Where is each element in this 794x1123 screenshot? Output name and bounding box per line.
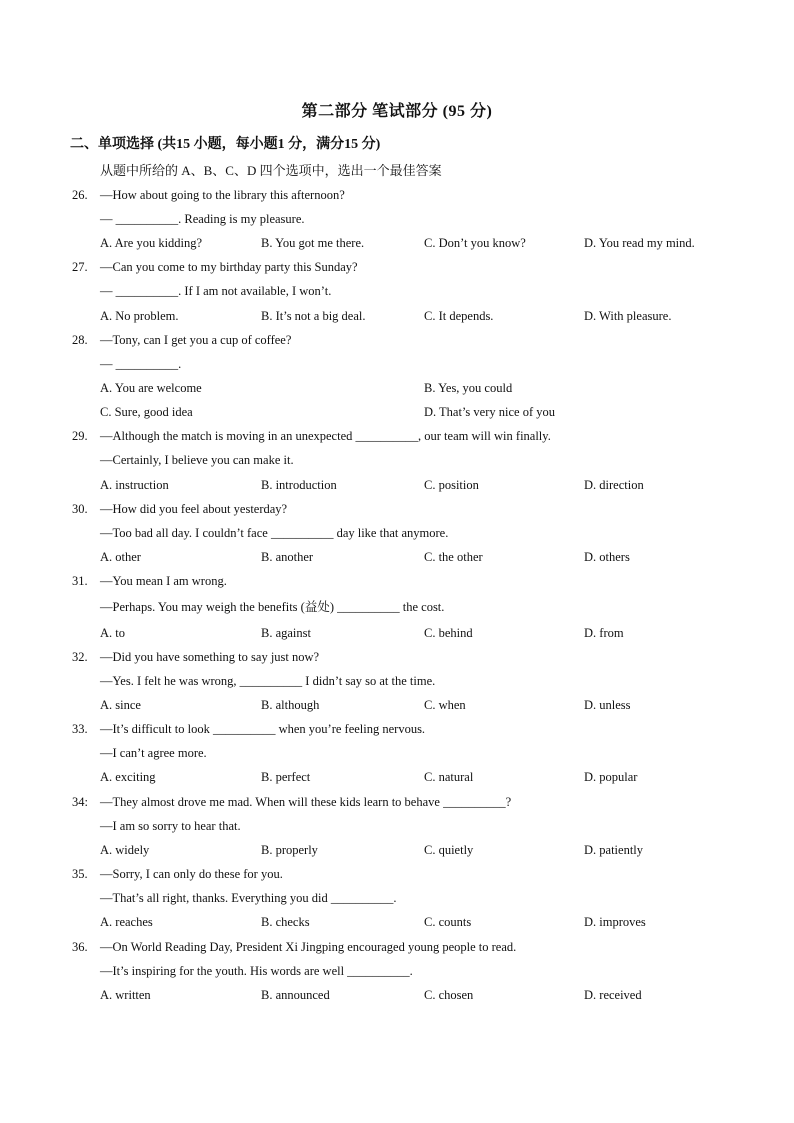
option-d: D. patiently: [584, 843, 644, 857]
question-line1: —They almost drove me mad. When will these kids learn to behave __________?: [100, 795, 512, 809]
question-line2: —Yes. I felt he was wrong, __________ I didn’t say so at the time.: [100, 674, 436, 688]
question-line2: —It’s inspiring for the youth. His words are well __________.: [100, 964, 413, 978]
option-b: B. although: [261, 698, 320, 712]
option-a: A. widely: [100, 843, 150, 857]
option-d: D. others: [584, 550, 630, 564]
option-d: D. received: [584, 988, 642, 1002]
option-b: B. announced: [261, 988, 330, 1002]
question-number: 27.: [72, 260, 88, 274]
option-a: A. No problem.: [100, 309, 179, 323]
question-number: 26.: [72, 188, 88, 202]
option-c: C. It depends.: [424, 309, 494, 323]
option-a: A. instruction: [100, 478, 169, 492]
option-d: D. popular: [584, 770, 638, 784]
option-d: D. from: [584, 626, 624, 640]
option-b: B. It’s not a big deal.: [261, 309, 366, 323]
option-b: B. another: [261, 550, 314, 564]
section-heading: 二、单项选择 (共15 小题，每小题1 分，满分15 分): [70, 137, 381, 152]
question-line2: —That’s all right, thanks. Everything you did __________.: [100, 891, 397, 905]
question-line1: —It’s difficult to look __________ when you’re feeling nervous.: [100, 722, 426, 736]
option-d: D. That’s very nice of you: [424, 405, 555, 419]
option-a: A. reaches: [100, 915, 153, 929]
question-line1: —Did you have something to say just now?: [100, 650, 320, 664]
question-line1: —How about going to the library this afternoon?: [100, 188, 345, 202]
question-number: 28.: [72, 333, 88, 347]
question-number: 29.: [72, 429, 88, 443]
option-c: C. Don’t you know?: [424, 236, 526, 250]
option-a: A. since: [100, 698, 141, 712]
option-a: A. Are you kidding?: [100, 236, 203, 250]
option-c: C. natural: [424, 770, 474, 784]
option-a: A. to: [100, 626, 125, 640]
option-a: A. other: [100, 550, 141, 564]
question-number: 34:: [72, 795, 88, 809]
option-c: C. chosen: [424, 988, 474, 1002]
option-c: C. when: [424, 698, 466, 712]
option-c: C. Sure, good idea: [100, 405, 193, 419]
option-d: D. improves: [584, 915, 646, 929]
option-b: B. introduction: [261, 478, 337, 492]
option-a: A. exciting: [100, 770, 156, 784]
option-b: B. against: [261, 626, 311, 640]
question-line1: —Tony, can I get you a cup of coffee?: [100, 333, 292, 347]
option-b: B. You got me there.: [261, 236, 365, 250]
option-c: C. behind: [424, 626, 473, 640]
question-number: 30.: [72, 502, 88, 516]
option-c: C. position: [424, 478, 479, 492]
question-number: 31.: [72, 574, 88, 588]
question-line2: — __________.: [100, 357, 182, 371]
option-d: D. unless: [584, 698, 631, 712]
section-instruction: 从题中所给的 A、B、C、D 四个选项中，选出一个最佳答案: [100, 163, 442, 178]
question-number: 32.: [72, 650, 88, 664]
question-line2: —Perhaps. You may weigh the benefits (益处) __________ the cost.: [100, 600, 445, 614]
question-line2: —I can’t agree more.: [100, 746, 207, 760]
question-line1: —Sorry, I can only do these for you.: [100, 867, 283, 881]
question-number: 36.: [72, 940, 88, 954]
question-line1: —How did you feel about yesterday?: [100, 502, 288, 516]
question-line2: —Too bad all day. I couldn’t face __________ day like that anymore.: [100, 526, 449, 540]
question-number: 33.: [72, 722, 88, 736]
option-c: C. quietly: [424, 843, 474, 857]
option-b: B. perfect: [261, 770, 311, 784]
question-line2: — __________. Reading is my pleasure.: [100, 212, 305, 226]
option-d: D. You read my mind.: [584, 236, 695, 250]
option-a: A. written: [100, 988, 151, 1002]
question-line2: —Certainly, I believe you can make it.: [100, 453, 294, 467]
option-b: B. properly: [261, 843, 318, 857]
option-c: C. counts: [424, 915, 472, 929]
question-line1: —Although the match is moving in an unexpected __________, our team will win finally.: [100, 429, 551, 443]
question-line1: —Can you come to my birthday party this Sunday?: [100, 260, 358, 274]
option-b: B. checks: [261, 915, 310, 929]
question-line1: —On World Reading Day, President Xi Jingping encouraged young people to read.: [100, 940, 517, 954]
question-line2: —I am so sorry to hear that.: [100, 819, 241, 833]
option-c: C. the other: [424, 550, 483, 564]
option-d: D. direction: [584, 478, 644, 492]
question-number: 35.: [72, 867, 88, 881]
option-b: B. Yes, you could: [424, 381, 513, 395]
question-line1: —You mean I am wrong.: [100, 574, 227, 588]
page-title: 第二部分 笔试部分 (95 分): [301, 103, 493, 120]
option-a: A. You are welcome: [100, 381, 202, 395]
question-line2: — __________. If I am not available, I won’t.: [100, 284, 332, 298]
option-d: D. With pleasure.: [584, 309, 672, 323]
